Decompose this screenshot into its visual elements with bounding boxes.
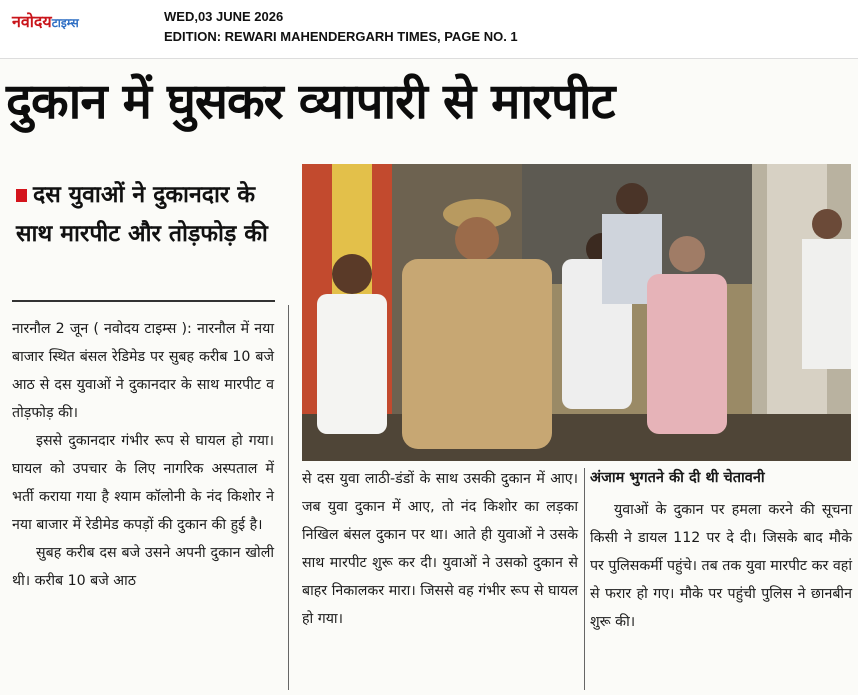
column-divider [584,468,585,690]
paragraph: इससे दुकानदार गंभीर रूप से घायल हो गया। घायल को उपचार के लिए नागरिक अस्पताल में भर्ती कराया गया है श्याम कॉलोनी के नंद किशोर ने नया बाजार में रेडीमेड कपड़ों की दुकान की हुई है। [12,433,274,533]
news-photo [302,164,851,461]
paragraph: नारनौल 2 जून ( नवोदय टाइम्स ): नारनौल में नया बाजार स्थित बंसल रेडिमेड पर सुबह करीब 10 बजे आठ से दस युवाओं ने दुकानदार के साथ मारपीट व तोड़फोड़ की। [12,321,274,421]
article-headline: दुकान में घुसकर व्यापारी से मारपीट [6,73,615,130]
section-subtitle: अंजाम भुगतने की दी थी चेतावनी [590,470,765,486]
edition-date: WED,03 JUNE 2026 [164,9,284,24]
red-bullet-icon [16,189,27,202]
article-subheadline [16,176,286,254]
subheadline-text: दस युवाओं ने दुकानदार के साथ मारपीट और तोड़फोड़ की [16,182,268,247]
article-column-3 [590,465,852,636]
edition-info [164,7,518,47]
logo-main-text: नवोदय [12,12,52,31]
paragraph: सुबह करीब दस बजे उसने अपनी दुकान खोली थी। करीब 10 बजे आठ [12,545,274,589]
page-header [0,0,858,59]
paragraph: युवाओं के दुकान पर हमला करने की सूचना किसी ने डायल 112 पर दे दी। जिसके बाद मौके पर पुलिसकर्मी पहुंचे। तब तक युवा मारपीट कर वहां से फरार हो गए। मौके पर पहुंची पुलिस ने छानबीन शुरू की। [590,502,852,630]
edition-name: EDITION: REWARI MAHENDERGARH TIMES, PAGE NO. 1 [164,29,518,44]
paragraph: से दस युवा लाठी-डंडों के साथ उसकी दुकान में आए। जब युवा दुकान में आए, तो नंद किशोर का लड़का निखिल बंसल दुकान पर था। आते ही युवाओं ने उसके साथ मारपीट शुरू कर दी। युवाओं ने उसको दुकान से बाहर निकालकर मारा। जिससे वह गंभीर रूप से घायल हो गया। [302,471,578,627]
article-column-1 [12,315,274,595]
newspaper-logo[interactable] [12,10,79,32]
subheadline-divider [12,300,275,302]
logo-sub-text: टाइम्स [51,16,79,30]
article-column-2 [302,465,578,633]
column-divider [288,305,289,690]
photo-scene-image [302,164,851,461]
